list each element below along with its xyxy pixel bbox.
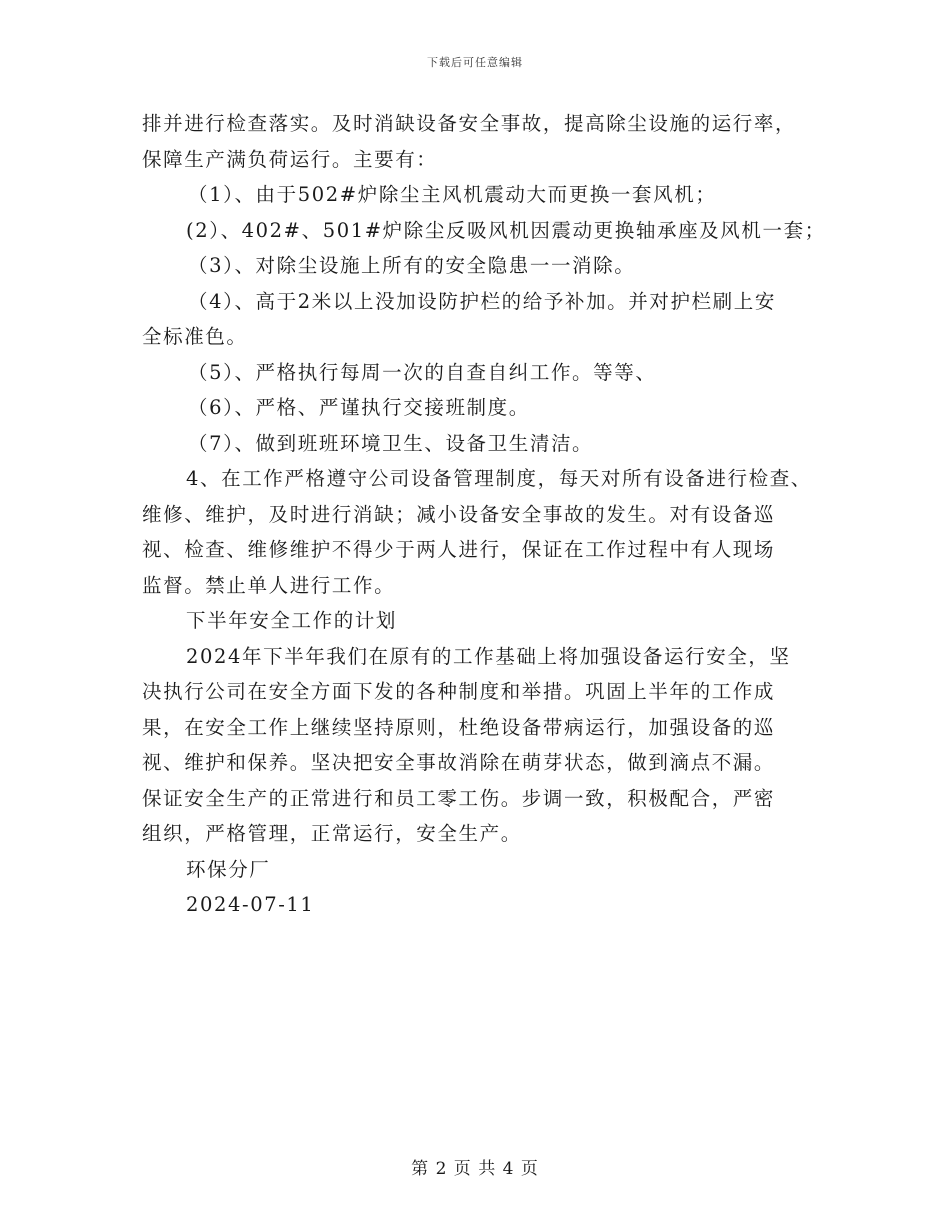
paragraph-line: 保障生产满负荷运行。主要有：: [142, 147, 438, 171]
paragraph-line: 排并进行检查落实。及时消缺设备安全事故，提高除尘设施的运行率，: [142, 112, 797, 135]
paragraph-line: 果，在安全工作上继续坚持原则，杜绝设备带病运行，加强设备的巡: [142, 715, 776, 739]
paragraph-line: 监督。禁止单人进行工作。: [142, 573, 396, 597]
paragraph-line: 维修、维护，及时进行消缺；减小设备安全事故的发生。对有设备巡: [142, 502, 776, 526]
list-item-4-continued: 全标准色。: [142, 325, 248, 348]
paragraph-line: 4、在工作严格遵守公司设备管理制度，每天对所有设备进行检查、: [186, 467, 812, 490]
page-number: 第 2 页 共 4 页: [411, 1159, 539, 1179]
section-heading: 下半年安全工作的计划: [186, 609, 398, 632]
paragraph-line: 决执行公司在安全方面下发的各种制度和举措。巩固上半年的工作成: [142, 680, 776, 703]
list-item-1: （1）、由于502#炉除尘主风机震动大而更换一套风机；: [188, 183, 717, 206]
paragraph-line: 视、检查、维修维护不得少于两人进行，保证在工作过程中有人现场: [142, 538, 776, 561]
signature-department: 环保分厂: [186, 857, 271, 881]
paragraph-line: 视、维护和保养。坚决把安全事故消除在萌芽状态，做到滴点不漏。: [142, 751, 776, 774]
list-item-2: (2）、402#、501#炉除尘反吸风机因震动更换轴承座及风机一套；: [186, 218, 826, 242]
header-note: 下载后可任意编辑: [427, 56, 523, 69]
list-item-4: （4）、高于2米以上没加设防护栏的给予补加。并对护栏刷上安: [188, 289, 776, 313]
paragraph-line: 2024年下半年我们在原有的工作基础上将加强设备运行安全，坚: [186, 644, 791, 668]
paragraph-line: 组织，严格管理，正常运行，安全生产。: [142, 822, 522, 845]
list-item-7: （7）、做到班班环境卫生、设备卫生清洁。: [188, 431, 594, 455]
list-item-3: （3）、对除尘设施上所有的安全隐患一一消除。: [188, 254, 636, 277]
document-body: [142, 106, 826, 923]
list-item-5: （5）、严格执行每周一次的自查自纠工作。等等、: [188, 360, 657, 384]
list-item-6: （6）、严格、严谨执行交接班制度。: [188, 396, 530, 419]
paragraph-line: 保证安全生产的正常进行和员工零工伤。步调一致，积极配合，严密: [142, 786, 776, 810]
signature-date: 2024-07-11: [186, 893, 315, 916]
